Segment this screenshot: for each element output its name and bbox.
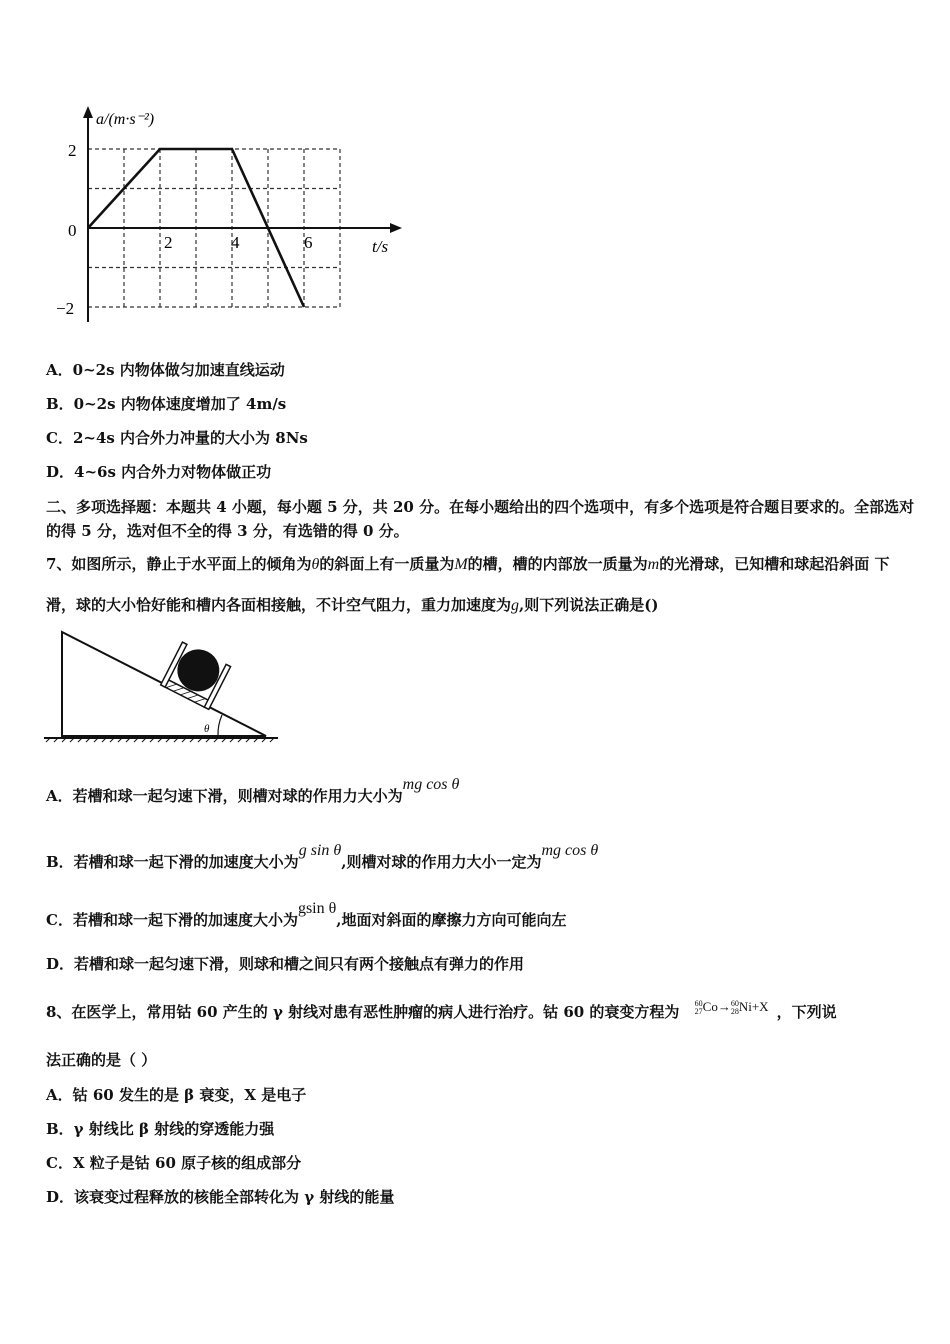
q8-stem-line2: 法正确的是（ ） bbox=[46, 1051, 157, 1069]
graph-axes bbox=[83, 106, 402, 322]
y-tick-2: 2 bbox=[68, 141, 77, 160]
q8-option-d: D．该衰变过程释放的核能全部转化为 γ 射线的能量 bbox=[46, 1188, 395, 1206]
q7-option-a-math: mg cos θ bbox=[402, 776, 460, 793]
q7-option-b-math2: mg cos θ bbox=[541, 842, 599, 859]
co-atomic-number: 27 bbox=[694, 1007, 703, 1017]
angle-label: θ bbox=[204, 723, 210, 735]
q8-option-c: C．X 粒子是钴 60 原子核的组成部分 bbox=[46, 1154, 302, 1172]
acceleration-time-graph bbox=[50, 100, 410, 330]
x-tick-2: 2 bbox=[164, 233, 173, 252]
q6-option-d: D．4~6s 内合外力对物体做正功 bbox=[46, 463, 272, 481]
q7-option-c-text2: ,地面对斜面的摩擦力方向可能向左 bbox=[336, 911, 567, 929]
y-tick-neg2: −2 bbox=[56, 299, 75, 318]
q6-option-a: A．0~2s 内物体做匀加速直线运动 bbox=[46, 361, 285, 379]
y-axis-label: a/(m·s⁻²) bbox=[96, 111, 155, 128]
ni-isotope bbox=[731, 1000, 739, 1016]
q8-stem-part2: ，下列说 bbox=[776, 1003, 837, 1021]
ni-symbol: Ni+X bbox=[738, 999, 769, 1014]
q7-option-b-math1: g sin θ bbox=[298, 842, 342, 859]
q8-stem-line1 bbox=[46, 999, 837, 1023]
ni-mass-number: 60 bbox=[730, 999, 739, 1009]
x-tick-4: 4 bbox=[231, 233, 240, 252]
y-tick-0: 0 bbox=[68, 221, 77, 240]
co-isotope bbox=[695, 1000, 703, 1016]
ni-atomic-number: 28 bbox=[730, 1007, 739, 1017]
q6-option-b: B．0~2s 内物体速度增加了 4m/s bbox=[46, 395, 287, 413]
q7-theta: θ bbox=[311, 556, 320, 573]
decay-arrow: → bbox=[717, 999, 731, 1014]
q6-option-c: C．2~4s 内合外力冲量的大小为 8Ns bbox=[46, 429, 308, 447]
q7-gravity-g: g bbox=[511, 597, 520, 614]
q7-option-b-text1: B．若槽和球一起下滑的加速度大小为 bbox=[46, 853, 299, 871]
y-axis-arrow bbox=[83, 106, 93, 118]
x-axis-arrow bbox=[390, 223, 402, 233]
q7-mass-M: M bbox=[454, 556, 468, 573]
angle-arc bbox=[218, 715, 222, 736]
q7-option-d: D．若槽和球一起匀速下滑，则球和槽之间只有两个接触点有弹力的作用 bbox=[46, 955, 525, 973]
q7-stem-part2: 的斜面上有一质量为 bbox=[319, 555, 455, 573]
q7-stem-part4: 的光滑球，已知槽和球起沿斜面 下滑，球的大小恰好能和槽内各面相接触，不计空气阻力，重力加速度为 bbox=[46, 555, 890, 614]
x-axis-label: t/s bbox=[372, 237, 389, 256]
trough-with-ball bbox=[161, 639, 232, 709]
q7-stem-part5: ,则下列说法正确是() bbox=[519, 596, 659, 614]
q8-stem-part1: 8、在医学上，常用钴 60 产生的 γ 射线对患有恶性肿瘤的病人进行治疗。钴 60 的衰变方程为 bbox=[46, 1003, 680, 1021]
q7-mass-m: m bbox=[647, 556, 660, 573]
q7-stem-part3: 的槽，槽的内部放一质量为 bbox=[467, 555, 648, 573]
decay-equation bbox=[694, 999, 769, 1017]
q7-stem bbox=[46, 544, 916, 626]
co-symbol: Co bbox=[702, 999, 718, 1014]
q7-option-b bbox=[46, 842, 598, 883]
q7-option-a bbox=[46, 776, 459, 817]
incline-figure bbox=[44, 618, 280, 746]
q7-stem-part1: 7、如图所示，静止于水平面上的倾角为 bbox=[46, 555, 312, 573]
co-mass-number: 60 bbox=[694, 999, 703, 1009]
section2-heading: 二、多项选择题：本题共 4 小题，每小题 5 分，共 20 分。在每小题给出的四个选项中，有多个选项是符合题目要求的。全部选对的得 5 分，选对但不全的得 3 分，有选错的得 0 分。 bbox=[46, 498, 915, 540]
q7-option-a-text: A．若槽和球一起匀速下滑，则槽对球的作用力大小为 bbox=[46, 787, 403, 805]
x-tick-6: 6 bbox=[304, 233, 313, 252]
q8-option-a: A．钴 60 发生的是 β 衰变，X 是电子 bbox=[46, 1086, 307, 1104]
q7-option-c-text1: C．若槽和球一起下滑的加速度大小为 bbox=[46, 911, 298, 929]
q8-option-b: B．γ 射线比 β 射线的穿透能力强 bbox=[46, 1120, 275, 1138]
q7-option-c bbox=[46, 900, 567, 941]
q7-option-b-text2: ,则槽对球的作用力大小一定为 bbox=[341, 853, 542, 871]
q7-option-c-math: gsin θ bbox=[297, 900, 337, 917]
